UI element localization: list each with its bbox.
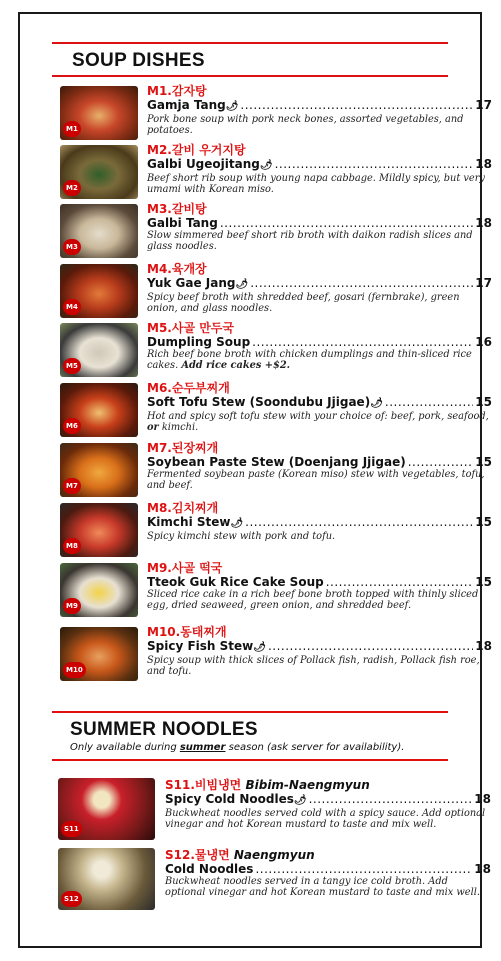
dish-text bbox=[147, 561, 492, 611]
dish-description bbox=[147, 411, 492, 433]
dish-photo bbox=[60, 383, 138, 437]
dot-leader bbox=[245, 515, 473, 529]
dish-description bbox=[147, 230, 492, 252]
dish-name: Galbi Ugeojitang bbox=[147, 157, 260, 171]
note-text-summer: summer bbox=[179, 742, 226, 753]
dish-code bbox=[165, 778, 491, 792]
dish-text bbox=[147, 202, 492, 252]
soup-section-title: SOUP DISHES bbox=[72, 50, 205, 71]
desc-part: Fermented soybean paste (Korean miso) stew with vegetables, tofu, and beef. bbox=[147, 469, 485, 491]
dish-name: Gamja Tang bbox=[147, 98, 226, 112]
dish-number-badge: M9 bbox=[63, 598, 81, 614]
dish-code: M1.감자탕 bbox=[147, 84, 207, 98]
dot-leader bbox=[408, 455, 474, 469]
soup-item bbox=[60, 625, 492, 683]
chili-pepper-icon: 🌶 bbox=[293, 795, 307, 806]
soup-item bbox=[60, 202, 492, 260]
noodle-item bbox=[58, 778, 491, 842]
dish-name: Dumpling Soup bbox=[147, 335, 251, 349]
dish-price: 16 bbox=[475, 335, 492, 349]
dish-name: Spicy Cold Noodles bbox=[165, 792, 294, 806]
dish-number-badge: M2 bbox=[63, 180, 81, 196]
dish-price: 15 bbox=[475, 515, 492, 529]
dot-leader bbox=[220, 216, 473, 230]
dish-description bbox=[147, 114, 492, 136]
dish-photo bbox=[60, 503, 138, 557]
dish-number-badge: M5 bbox=[63, 358, 81, 374]
top-rule bbox=[52, 42, 448, 44]
soup-item bbox=[60, 441, 492, 499]
chili-pepper-icon: 🌶 bbox=[259, 160, 273, 171]
dish-description bbox=[147, 292, 492, 314]
soup-item bbox=[60, 262, 492, 320]
dish-price: 15 bbox=[475, 395, 492, 409]
soup-item bbox=[60, 561, 492, 619]
dish-description bbox=[147, 531, 492, 542]
dish-text bbox=[147, 84, 492, 136]
dish-code: M10.동태찌개 bbox=[147, 625, 227, 639]
dish-code: M4.육개장 bbox=[147, 262, 207, 276]
desc-part: Spicy beef broth with shredded beef, gosari (fernbrake), green onion, and glass noodles. bbox=[147, 292, 460, 314]
dish-text bbox=[165, 848, 491, 898]
dish-name: Galbi Tang bbox=[147, 216, 218, 230]
note-text-b: season (ask server for availability). bbox=[225, 742, 405, 753]
dish-name-line bbox=[147, 157, 492, 173]
dish-photo bbox=[60, 86, 138, 140]
dot-leader bbox=[255, 862, 472, 876]
dish-number-badge: S11 bbox=[61, 821, 82, 837]
dish-name: Kimchi Stew bbox=[147, 515, 231, 529]
dish-price: 15 bbox=[475, 575, 492, 589]
dish-name-line bbox=[147, 98, 492, 114]
desc-part: Beef short rib soup with young napa cabbage. Mildly spicy, but very umami with Korean miso. bbox=[147, 173, 485, 195]
dish-photo bbox=[60, 204, 138, 258]
dish-price: 18 bbox=[475, 157, 492, 171]
dish-code: M9.사골 떡국 bbox=[147, 561, 223, 575]
dish-name-line bbox=[147, 639, 492, 655]
dish-photo bbox=[60, 264, 138, 318]
dish-text bbox=[147, 381, 492, 433]
dish-number-badge: M3 bbox=[63, 239, 81, 255]
dish-name-line bbox=[165, 862, 491, 876]
dish-description bbox=[147, 655, 492, 677]
dish-code: M8.김치찌개 bbox=[147, 501, 219, 515]
dish-name: Soft Tofu Stew (Soondubu Jjigae) bbox=[147, 395, 371, 409]
dish-code-korean: S11.비빔냉면 bbox=[165, 778, 242, 792]
desc-part: Spicy kimchi stew with pork and tofu. bbox=[147, 531, 336, 542]
dish-code-korean: S12.물냉면 bbox=[165, 848, 230, 862]
dish-code: M3.갈비탕 bbox=[147, 202, 207, 216]
dish-text bbox=[147, 143, 492, 195]
dish-name: Spicy Fish Stew bbox=[147, 639, 254, 653]
dish-price: 18 bbox=[474, 862, 491, 876]
dot-leader bbox=[268, 639, 473, 653]
noodles-section-title: SUMMER NOODLES bbox=[70, 719, 258, 740]
dish-photo bbox=[60, 145, 138, 199]
dish-number-badge: M6 bbox=[63, 418, 81, 434]
dish-photo bbox=[60, 443, 138, 497]
chili-pepper-icon: 🌶 bbox=[235, 279, 249, 290]
note-text-a: Only available during bbox=[70, 742, 180, 753]
dish-description bbox=[147, 349, 492, 371]
chili-pepper-icon: 🌶 bbox=[225, 101, 239, 112]
soup-item bbox=[60, 501, 492, 559]
dish-photo bbox=[58, 848, 155, 910]
dish-description: Buckwheat noodles served cold with a spicy sauce. Add optional vinegar and hot Korean mustard to taste and mix well. bbox=[165, 808, 486, 830]
desc-part: kimchi. bbox=[158, 422, 199, 433]
dish-name-line bbox=[147, 515, 492, 531]
noodles-top-rule bbox=[52, 711, 448, 713]
chili-pepper-icon: 🌶 bbox=[253, 642, 266, 653]
dot-leader bbox=[309, 792, 473, 806]
dish-price: 18 bbox=[474, 792, 491, 806]
dish-name-line bbox=[147, 276, 492, 292]
dish-name: Tteok Guk Rice Cake Soup bbox=[147, 575, 324, 589]
desc-part: Slow simmered beef short rib broth with daikon radish slices and glass noodles. bbox=[147, 230, 473, 252]
dish-price: 17 bbox=[475, 276, 492, 290]
desc-addon: Add rice cakes +$2. bbox=[181, 360, 291, 371]
dish-text bbox=[147, 501, 492, 542]
dish-description: Buckwheat noodles served in a tangy ice cold broth. Add optional vinegar and hot Korean mustard to taste and mix well. bbox=[165, 876, 480, 898]
dish-number-badge: M1 bbox=[63, 121, 81, 137]
soup-item bbox=[60, 143, 492, 201]
chili-pepper-icon: 🌶 bbox=[230, 518, 244, 529]
noodles-title-rule bbox=[52, 759, 448, 761]
chili-pepper-icon: 🌶 bbox=[370, 398, 383, 409]
dish-number-badge: M8 bbox=[63, 538, 81, 554]
dish-name: Soybean Paste Stew (Doenjang Jjigae) bbox=[147, 455, 406, 469]
desc-part: Rich beef bone broth with chicken dumplings and thin-sliced rice cakes. bbox=[147, 349, 472, 371]
dish-romanized: Naengmyun bbox=[233, 848, 315, 862]
dish-photo bbox=[60, 627, 138, 681]
dish-name-line bbox=[147, 455, 492, 469]
dish-text bbox=[147, 441, 492, 491]
dish-number-badge: M7 bbox=[63, 478, 81, 494]
soup-item bbox=[60, 321, 492, 379]
dot-leader bbox=[326, 575, 474, 589]
dish-name-line bbox=[147, 575, 492, 589]
dish-photo bbox=[58, 778, 155, 840]
dish-photo bbox=[60, 323, 138, 377]
dish-number-badge: M10 bbox=[63, 662, 86, 678]
dish-description bbox=[147, 469, 492, 491]
dish-description bbox=[147, 589, 492, 611]
dish-romanized: Bibim-Naengmyun bbox=[245, 778, 370, 792]
dish-price: 17 bbox=[475, 98, 492, 112]
dot-leader bbox=[240, 98, 473, 112]
soup-item bbox=[60, 381, 492, 439]
dish-name: Yuk Gae Jang bbox=[147, 276, 236, 290]
dish-text bbox=[165, 778, 491, 830]
dish-photo bbox=[60, 563, 138, 617]
dish-description bbox=[147, 173, 492, 195]
noodle-item bbox=[58, 848, 491, 912]
soup-item bbox=[60, 84, 492, 142]
desc-part: Pork bone soup with pork neck bones, assorted vegetables, and potatoes. bbox=[147, 114, 464, 136]
dish-code: M6.순두부찌개 bbox=[147, 381, 230, 395]
dish-name-line bbox=[147, 216, 492, 230]
noodles-availability-note bbox=[70, 742, 404, 753]
dot-leader bbox=[385, 395, 473, 409]
dish-name-line bbox=[165, 792, 491, 808]
dish-price: 18 bbox=[475, 216, 492, 230]
dot-leader bbox=[250, 276, 473, 290]
desc-part: Hot and spicy soft tofu stew with your choice of: beef, pork, seafood, bbox=[147, 411, 489, 422]
dish-name-line bbox=[147, 395, 492, 411]
dish-code: M5.사골 만두국 bbox=[147, 321, 234, 335]
dish-code: M7.된장찌개 bbox=[147, 441, 219, 455]
dish-name-line bbox=[147, 335, 492, 349]
dot-leader bbox=[252, 335, 473, 349]
desc-or: or bbox=[147, 422, 159, 433]
dish-price: 15 bbox=[475, 455, 492, 469]
dish-text bbox=[147, 625, 492, 677]
dish-code: M2.갈비 우거지탕 bbox=[147, 143, 246, 157]
desc-part: Sliced rice cake in a rich beef bone broth topped with thinly sliced egg, dried seaweed, green onion, and shredded beef. bbox=[147, 589, 479, 611]
desc-part: Spicy soup with thick slices of Pollack fish, radish, Pollack fish roe, and tofu. bbox=[147, 655, 480, 677]
dot-leader bbox=[275, 157, 474, 171]
soup-title-rule bbox=[52, 75, 448, 77]
dish-text bbox=[147, 321, 492, 371]
dish-text bbox=[147, 262, 492, 314]
dish-number-badge: S12 bbox=[61, 891, 82, 907]
dish-name: Cold Noodles bbox=[165, 862, 254, 876]
dish-price: 18 bbox=[475, 639, 492, 653]
dish-code bbox=[165, 848, 491, 862]
dish-number-badge: M4 bbox=[63, 299, 81, 315]
